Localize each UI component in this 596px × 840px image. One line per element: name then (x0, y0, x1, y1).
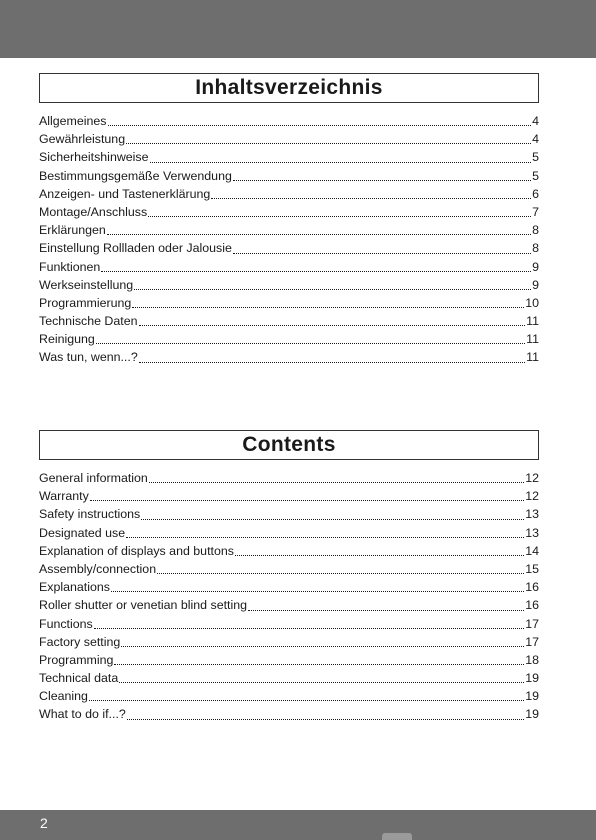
toc-entry-page: 13 (525, 525, 539, 540)
dot-leader (126, 142, 531, 144)
toc-entry-title: Sicherheitshinweise (39, 150, 149, 165)
toc-entry-page: 12 (525, 471, 539, 485)
toc-entry[interactable] (39, 276, 539, 294)
toc-entry-title: Technische Daten (39, 314, 138, 329)
dot-leader (141, 518, 524, 520)
toc-entry[interactable] (39, 185, 539, 203)
toc-entry-title: Cleaning (39, 689, 88, 704)
toc-entry[interactable] (39, 578, 539, 596)
dot-leader (233, 179, 531, 181)
toc-entry[interactable] (39, 239, 539, 257)
dot-leader (150, 161, 532, 163)
dot-leader (233, 252, 531, 254)
toc-entry-title: Reinigung (39, 332, 95, 347)
toc-entry-page: 15 (525, 561, 539, 576)
toc-entry-page: 11 (526, 350, 539, 365)
toc-entry[interactable] (39, 348, 539, 366)
dot-leader (107, 233, 531, 235)
toc-entry-title: Erklärungen (39, 223, 106, 238)
toc-entry-page: 9 (532, 277, 539, 292)
page-number: 2 (40, 815, 48, 831)
toc-entry-page: 5 (532, 168, 539, 183)
toc-entry-title: Montage/Anschluss (39, 204, 148, 219)
toc-entry-title: Werkseinstellung (39, 277, 134, 292)
dot-leader (126, 536, 524, 538)
toc-entry-page: 17 (525, 634, 539, 649)
toc-entry-page: 16 (525, 598, 539, 613)
toc-entry-title: Warranty (39, 489, 89, 504)
toc-entry-title: Safety instructions (39, 507, 141, 522)
toc-entry-title: General information (39, 471, 148, 485)
toc-entry[interactable] (39, 596, 539, 614)
toc-entry-page: 19 (525, 671, 539, 686)
dot-leader (157, 572, 524, 574)
toc-entry-title: Factory setting (39, 634, 121, 649)
toc-entry-title: Funktionen (39, 259, 101, 274)
toc-entry-page: 7 (532, 204, 539, 219)
toc-entry-title: What to do if...? (39, 707, 126, 722)
dot-leader (90, 499, 524, 501)
toc-entry[interactable] (39, 312, 539, 330)
toc-entry[interactable] (39, 130, 539, 148)
toc-entry[interactable] (39, 651, 539, 669)
toc-entry-page: 11 (526, 314, 539, 329)
toc-entry[interactable] (39, 258, 539, 276)
toc-section-english (39, 430, 539, 724)
dot-leader (149, 481, 524, 483)
toc-entry[interactable] (39, 524, 539, 542)
toc-entry-page: 13 (525, 507, 539, 522)
dot-leader (89, 699, 524, 701)
toc-entry[interactable] (39, 203, 539, 221)
toc-entry-page: 5 (532, 150, 539, 165)
toc-entry-title: Anzeigen- und Tastenerklärung (39, 186, 211, 201)
dot-leader (94, 627, 524, 629)
dot-leader (139, 361, 525, 363)
toc-entry-title: Bestimmungsgemäße Verwendung (39, 168, 232, 183)
dot-leader (134, 288, 531, 290)
footer-tab (382, 833, 412, 840)
toc-list (39, 469, 539, 724)
toc-entry[interactable] (39, 469, 539, 487)
dot-leader (108, 124, 532, 126)
toc-entry[interactable] (39, 487, 539, 505)
toc-entry-title: Explanation of displays and buttons (39, 543, 234, 558)
toc-entry-title: Roller shutter or venetian blind setting (39, 598, 248, 613)
toc-entry-page: 11 (526, 332, 539, 347)
toc-entry[interactable] (39, 542, 539, 560)
toc-entry[interactable] (39, 705, 539, 723)
dot-leader (139, 324, 526, 326)
toc-entry-page: 19 (525, 689, 539, 704)
dot-leader (211, 197, 531, 199)
toc-entry-title: Einstellung Rollladen oder Jalousie (39, 241, 232, 256)
toc-entry-title: Allgemeines (39, 114, 107, 128)
toc-entry[interactable] (39, 633, 539, 651)
toc-entry[interactable] (39, 687, 539, 705)
dot-leader (148, 215, 531, 217)
dot-leader (235, 554, 524, 556)
toc-entry-title: Programmierung (39, 295, 132, 310)
toc-entry[interactable] (39, 669, 539, 687)
toc-entry-page: 16 (525, 580, 539, 595)
toc-entry-page: 4 (532, 114, 539, 128)
toc-entry[interactable] (39, 167, 539, 185)
toc-entry[interactable] (39, 330, 539, 348)
toc-entry[interactable] (39, 294, 539, 312)
toc-entry-title: Was tun, wenn...? (39, 350, 138, 365)
toc-entry-title: Assembly/connection (39, 561, 157, 576)
dot-leader (101, 270, 531, 272)
toc-entry[interactable] (39, 505, 539, 523)
toc-entry[interactable] (39, 112, 539, 130)
toc-entry-page: 8 (532, 241, 539, 256)
toc-entry-page: 10 (525, 295, 539, 310)
toc-section-german (39, 73, 539, 367)
toc-entry-title: Programming (39, 652, 114, 667)
dot-leader (127, 718, 524, 720)
dot-leader (114, 663, 524, 665)
toc-heading-box (39, 73, 539, 103)
toc-entry-page: 14 (525, 543, 539, 558)
toc-entry-page: 9 (532, 259, 539, 274)
toc-entry-title: Functions (39, 616, 93, 631)
toc-entry-page: 18 (525, 652, 539, 667)
toc-entry-page: 12 (525, 489, 539, 504)
toc-entry-page: 8 (532, 223, 539, 238)
toc-entry-title: Explanations (39, 580, 110, 595)
toc-entry-page: 19 (525, 707, 539, 722)
toc-heading: Inhaltsverzeichnis (195, 76, 383, 99)
dot-leader (248, 609, 524, 611)
toc-entry[interactable] (39, 148, 539, 166)
toc-entry-page: 17 (525, 616, 539, 631)
dot-leader (132, 306, 524, 308)
toc-list (39, 112, 539, 367)
toc-entry[interactable] (39, 615, 539, 633)
dot-leader (96, 342, 525, 344)
dot-leader (121, 645, 524, 647)
dot-leader (111, 590, 524, 592)
toc-entry-title: Technical data (39, 671, 119, 686)
toc-entry[interactable] (39, 560, 539, 578)
toc-heading-box (39, 430, 539, 460)
toc-entry[interactable] (39, 221, 539, 239)
footer-bar (0, 810, 596, 840)
dot-leader (119, 681, 524, 683)
toc-heading: Contents (242, 433, 336, 456)
toc-entry-title: Gewährleistung (39, 132, 126, 147)
toc-entry-page: 4 (532, 132, 539, 147)
toc-entry-title: Designated use (39, 525, 126, 540)
header-bar (0, 0, 596, 58)
toc-entry-page: 6 (532, 186, 539, 201)
